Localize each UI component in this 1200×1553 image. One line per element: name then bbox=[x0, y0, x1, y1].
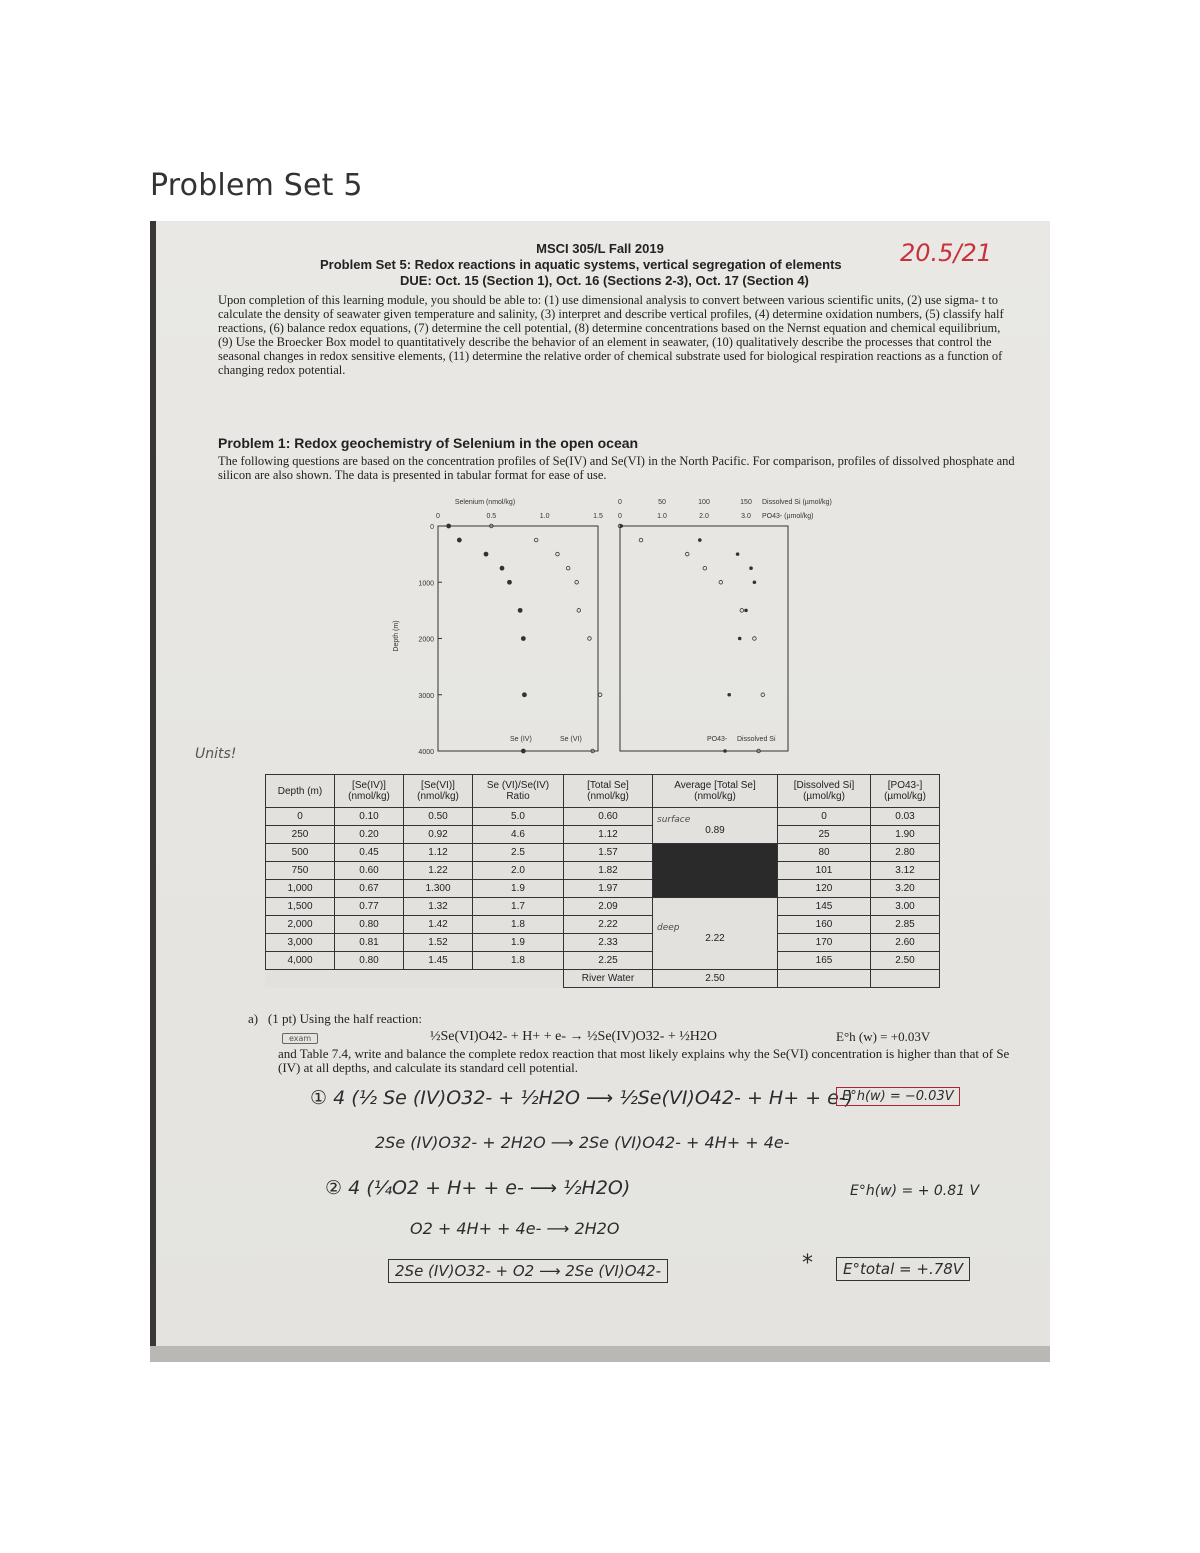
blank-cell bbox=[335, 970, 404, 988]
problem-set-title: Problem Set 5: Redox reactions in aquatic systems, vertical segregation of elements bbox=[320, 257, 842, 272]
nutrient-profile-chart bbox=[612, 496, 832, 756]
table-row bbox=[266, 826, 940, 844]
nut-xtick-bottom: 0 bbox=[618, 513, 622, 520]
cell: 2.22 bbox=[564, 916, 653, 934]
cell: 1,500 bbox=[266, 898, 335, 916]
cell: 1.90 bbox=[871, 826, 940, 844]
final-reaction: 2Se (IV)O32- + O2 ⟶ 2Se (VI)O42- bbox=[388, 1259, 668, 1283]
cell: 160 bbox=[778, 916, 871, 934]
blank-cell bbox=[871, 970, 940, 988]
river-label: River Water bbox=[564, 970, 653, 988]
half-reaction-potential: E°h (w) = +0.03V bbox=[836, 1029, 931, 1044]
cell: 2.5 bbox=[473, 844, 564, 862]
deep-avg-cell bbox=[653, 898, 778, 970]
table-row bbox=[266, 952, 940, 970]
cell: 1.82 bbox=[564, 862, 653, 880]
se-points-group bbox=[447, 524, 602, 753]
cell: 750 bbox=[266, 862, 335, 880]
se-vi-point bbox=[598, 693, 602, 697]
cell: 3.12 bbox=[871, 862, 940, 880]
table-row bbox=[266, 934, 940, 952]
nut-xtick-bottom: 1.0 bbox=[657, 513, 667, 520]
po4-point bbox=[749, 566, 753, 570]
cell: 0.80 bbox=[335, 916, 404, 934]
cell: 1.8 bbox=[473, 916, 564, 934]
cell: 1.12 bbox=[564, 826, 653, 844]
cell: 0.45 bbox=[335, 844, 404, 862]
th-ratio: Se (VI)/Se(IV) Ratio bbox=[473, 775, 564, 808]
se-vi-point bbox=[556, 552, 560, 556]
si-point bbox=[761, 693, 765, 697]
nut-xlabel-bottom: PO43- (µmol/kg) bbox=[762, 513, 814, 520]
cell: 0.80 bbox=[335, 952, 404, 970]
cell: 1.42 bbox=[404, 916, 473, 934]
se-ytick-label: 3000 bbox=[418, 692, 434, 700]
cell: 101 bbox=[778, 862, 871, 880]
nut-xlabel-top: Dissolved Si (µmol/kg) bbox=[762, 499, 832, 506]
se-ytick-label: 4000 bbox=[418, 749, 434, 756]
se-ylabel: Depth (m) bbox=[393, 620, 400, 652]
nut-xtick-top: 0 bbox=[618, 499, 622, 506]
se-iv-label: Se (IV) bbox=[510, 736, 532, 743]
se-iv-point bbox=[457, 538, 461, 542]
se-iv-point bbox=[518, 608, 522, 612]
surface-note: surface bbox=[657, 815, 691, 825]
se-ytick-label: 1000 bbox=[418, 580, 434, 588]
cell: 0.81 bbox=[335, 934, 404, 952]
se-iv-point bbox=[521, 749, 525, 753]
cell: 1.45 bbox=[404, 952, 473, 970]
cell: 2.0 bbox=[473, 862, 564, 880]
th-total-se: [Total Se] (nmol/kg) bbox=[564, 775, 653, 808]
cell: 2.85 bbox=[871, 916, 940, 934]
deep-note: deep bbox=[657, 923, 680, 933]
cell: 1,000 bbox=[266, 880, 335, 898]
cell: 145 bbox=[778, 898, 871, 916]
units-note: Units! bbox=[195, 746, 237, 762]
th-se-vi: [Se(VI)] (nmol/kg) bbox=[404, 775, 473, 808]
cell: 0.67 bbox=[335, 880, 404, 898]
se-xtick-label: 1.5 bbox=[593, 513, 603, 520]
cell: 1.52 bbox=[404, 934, 473, 952]
si-point bbox=[685, 552, 689, 556]
question-a-prompt-text: (1 pt) Using the half reaction: bbox=[267, 1011, 423, 1026]
total-potential: E°total = +.78V bbox=[836, 1257, 970, 1281]
se-vi-point bbox=[566, 566, 570, 570]
po4-point bbox=[736, 552, 740, 556]
nut-xtick-group bbox=[618, 499, 752, 520]
work-line-4: O2 + 4H+ + 4e- ⟶ 2H2O bbox=[410, 1219, 620, 1238]
work-line-3: ② 4 (¼O2 + H+ + e- ⟶ ½H2O) bbox=[325, 1177, 631, 1199]
cell: 0 bbox=[778, 808, 871, 826]
table-row bbox=[266, 880, 940, 898]
cell: 500 bbox=[266, 844, 335, 862]
se-ytick-label: 2000 bbox=[418, 636, 434, 644]
cell: 2.25 bbox=[564, 952, 653, 970]
si-label: Dissolved Si bbox=[737, 736, 776, 743]
se-ytick-label: 0 bbox=[430, 524, 434, 531]
blank-cell bbox=[266, 970, 335, 988]
star-mark: * bbox=[802, 1251, 813, 1276]
se-iv-point bbox=[507, 580, 511, 584]
cell: 1.97 bbox=[564, 880, 653, 898]
nut-xtick-bottom: 2.0 bbox=[699, 513, 709, 520]
problem1-text: The following questions are based on the concentration profiles of Se(IV) and Se(VI) in the North Pacific. For comparison, profiles of dissolved phosphate and silicon are also shown. The data is presented in tabular format for ease of use. bbox=[218, 454, 1015, 482]
nut-xtick-bottom: 3.0 bbox=[741, 513, 751, 520]
deep-avg: 2.22 bbox=[705, 933, 725, 944]
se-vi-point bbox=[577, 609, 581, 613]
se-iv-point bbox=[500, 566, 504, 570]
work-e2: E°h(w) = + 0.81 V bbox=[850, 1183, 980, 1199]
selenium-profile-chart bbox=[390, 496, 610, 756]
po4-point bbox=[738, 637, 742, 641]
cell: 165 bbox=[778, 952, 871, 970]
se-iv-point bbox=[447, 524, 451, 528]
learning-objectives: Upon completion of this learning module, you should be able to: (1) use dimensional analysis to convert between various scientific units, (2) use sigma- t to calculate the density of seawater given temperature and salinity, (3) interpret and describe vertical profiles, (4) determine oxidation numbers, (5) classify half reactions, (6) balance redox equations, (7) determine the cell potential, (8) determine concentrations based on the Nernst equation and chemical equilibrium, (9) Use the Broecker Box model to quantitatively describe the behavior of an element in seawater, (10) qualitatively describe the processes that control the seasonal changes in redox sensitive elements, (11) determine the relative order of chemical substrate used for biological respiration reactions as a function of changing redox potential. bbox=[218, 293, 1004, 377]
th-avg-total-se: Average [Total Se] (nmol/kg) bbox=[653, 775, 778, 808]
cell: 3,000 bbox=[266, 934, 335, 952]
table-row bbox=[266, 916, 940, 934]
cell: 0.60 bbox=[335, 862, 404, 880]
se-xtick-label: 0.5 bbox=[486, 513, 497, 520]
cell: 0 bbox=[266, 808, 335, 826]
question-a-text: and Table 7.4, write and balance the complete redox reaction that most likely explains why the Se(VI) concentration is higher than that of Se (IV) at all depths, and calculate its standard cell potential. bbox=[278, 1046, 1010, 1075]
se-iv-point bbox=[484, 552, 488, 556]
cell: 5.0 bbox=[473, 808, 564, 826]
po4-label: PO43- bbox=[707, 736, 728, 743]
se-vi-point bbox=[575, 580, 579, 584]
page-title: Problem Set 5 bbox=[150, 168, 363, 203]
document-photo bbox=[150, 221, 1050, 1362]
data-table bbox=[265, 774, 940, 988]
problem1-heading: Problem 1: Redox geochemistry of Selenium in the open ocean bbox=[218, 435, 639, 451]
cell: 80 bbox=[778, 844, 871, 862]
table-row bbox=[266, 844, 940, 862]
cell: 0.92 bbox=[404, 826, 473, 844]
nut-xtick-top: 100 bbox=[698, 499, 710, 506]
th-dissolved-si: [Dissolved Si] (µmol/kg) bbox=[778, 775, 871, 808]
cell: 1.32 bbox=[404, 898, 473, 916]
cell: 4,000 bbox=[266, 952, 335, 970]
th-depth: Depth (m) bbox=[266, 775, 335, 808]
nut-plot-frame bbox=[620, 526, 788, 751]
cell: 2.80 bbox=[871, 844, 940, 862]
cell: 1.57 bbox=[564, 844, 653, 862]
po4-point bbox=[698, 538, 702, 542]
si-point bbox=[719, 580, 723, 584]
cell: 25 bbox=[778, 826, 871, 844]
se-iv-point bbox=[521, 637, 525, 641]
po4-point bbox=[727, 693, 731, 697]
cell: 0.77 bbox=[335, 898, 404, 916]
nut-points-group bbox=[618, 524, 764, 753]
cell: 250 bbox=[266, 826, 335, 844]
half-reaction: ½Se(VI)O42- + H+ + e- → ½Se(IV)O32- + ½H2O bbox=[430, 1029, 718, 1044]
si-point bbox=[753, 637, 757, 641]
cell: 2.09 bbox=[564, 898, 653, 916]
si-point bbox=[740, 609, 744, 613]
se-xtick-group bbox=[436, 513, 603, 520]
cell: 120 bbox=[778, 880, 871, 898]
po4-point bbox=[744, 609, 748, 613]
cell: 3.00 bbox=[871, 898, 940, 916]
blank-cell bbox=[473, 970, 564, 988]
table-row bbox=[266, 808, 940, 826]
table-row-river bbox=[266, 970, 940, 988]
table-row bbox=[266, 862, 940, 880]
nut-xtick-top: 150 bbox=[740, 499, 752, 506]
se-vi-point bbox=[534, 538, 538, 542]
th-po4: [PO43-] (µmol/kg) bbox=[871, 775, 940, 808]
question-a-prompt bbox=[248, 1011, 422, 1027]
si-point bbox=[639, 538, 643, 542]
cell: 0.03 bbox=[871, 808, 940, 826]
th-se-iv: [Se(IV)] (nmol/kg) bbox=[335, 775, 404, 808]
se-plot-frame bbox=[438, 526, 598, 751]
worksheet bbox=[150, 221, 1050, 1362]
work-line-1: ① 4 (½ Se (IV)O32- + ½H2O ⟶ ½Se(VI)O42- + H+ + e-) bbox=[310, 1087, 854, 1109]
cell: 0.20 bbox=[335, 826, 404, 844]
table-row bbox=[266, 898, 940, 916]
se-vi-point bbox=[588, 637, 592, 641]
blank-cell bbox=[778, 970, 871, 988]
cell: 1.22 bbox=[404, 862, 473, 880]
cell: 170 bbox=[778, 934, 871, 952]
se-xtick-label: 1.0 bbox=[539, 513, 550, 520]
po4-point bbox=[723, 749, 727, 753]
cell: 2.60 bbox=[871, 934, 940, 952]
work-line-2: 2Se (IV)O32- + 2H2O ⟶ 2Se (VI)O42- + 4H+ + 4e- bbox=[375, 1133, 790, 1152]
surface-avg-cell bbox=[653, 808, 778, 844]
cell: 1.7 bbox=[473, 898, 564, 916]
cell: 0.10 bbox=[335, 808, 404, 826]
cell: 1.12 bbox=[404, 844, 473, 862]
cell: 1.8 bbox=[473, 952, 564, 970]
score-annotation: 20.5/21 bbox=[900, 239, 993, 267]
se-xlabel: Selenium (nmol/kg) bbox=[454, 499, 516, 506]
si-point bbox=[703, 566, 707, 570]
photo-bottom-band bbox=[150, 1346, 1050, 1362]
cell: 4.6 bbox=[473, 826, 564, 844]
se-vi-label: Se (VI) bbox=[560, 736, 582, 743]
course-heading: MSCI 305/L Fall 2019 bbox=[536, 241, 664, 256]
question-a-label: a) bbox=[248, 1011, 259, 1026]
exam-tag: exam bbox=[282, 1033, 318, 1044]
blank-cell bbox=[404, 970, 473, 988]
cell: 2.33 bbox=[564, 934, 653, 952]
po4-point bbox=[753, 580, 757, 584]
cell: 3.20 bbox=[871, 880, 940, 898]
work-e1: E°h(w) = −0.03V bbox=[836, 1087, 960, 1106]
se-iv-point bbox=[522, 693, 526, 697]
cell: 0.60 bbox=[564, 808, 653, 826]
river-value: 2.50 bbox=[653, 970, 778, 988]
blacked-out-cell bbox=[653, 844, 778, 898]
cell: 1.300 bbox=[404, 880, 473, 898]
cell: 1.9 bbox=[473, 934, 564, 952]
surface-avg: 0.89 bbox=[705, 825, 725, 836]
cell: 0.50 bbox=[404, 808, 473, 826]
due-dates: DUE: Oct. 15 (Section 1), Oct. 16 (Sections 2-3), Oct. 17 (Section 4) bbox=[400, 273, 809, 288]
cell: 2,000 bbox=[266, 916, 335, 934]
se-xtick-label: 0 bbox=[436, 513, 440, 520]
table-header-row bbox=[266, 775, 940, 808]
cell: 1.9 bbox=[473, 880, 564, 898]
cell: 2.50 bbox=[871, 952, 940, 970]
nut-xtick-top: 50 bbox=[658, 499, 666, 506]
